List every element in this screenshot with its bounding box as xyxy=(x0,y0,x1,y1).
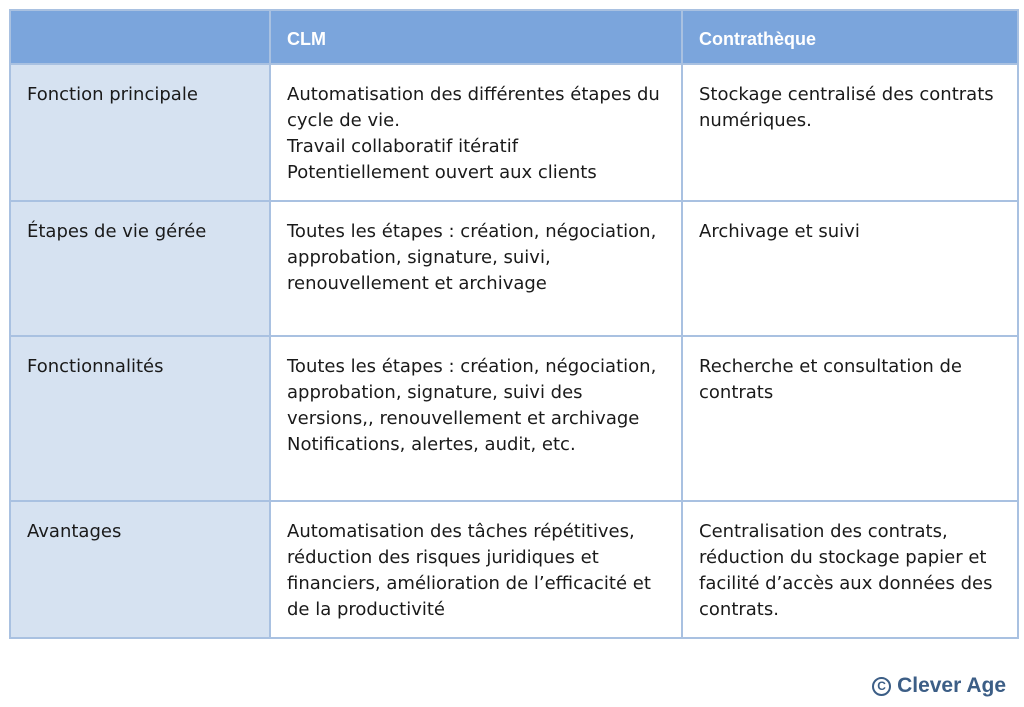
copyright-icon: C xyxy=(872,677,891,696)
cell-text: Travail collaboratif itératif xyxy=(287,136,519,157)
cell-text: Archivage et suivi xyxy=(699,221,860,242)
cell-text: Toutes les étapes : création, négociation, approbation, signature, suivi, renouvellement et archivage xyxy=(287,221,657,294)
header-empty-cell xyxy=(10,10,270,64)
row-label: Avantages xyxy=(10,501,270,638)
cell-text: Recherche et consultation de contrats xyxy=(699,356,963,403)
header-row xyxy=(10,10,1018,64)
contratheque-cell xyxy=(682,336,1018,501)
cell-text: Automatisation des tâches répétitives, réduction des risques juridiques et financiers, amélioration de l’efficacité et de la productivité xyxy=(287,521,651,620)
clm-cell xyxy=(270,64,682,201)
cell-text: Automatisation des différentes étapes du cycle de vie. xyxy=(287,84,660,131)
cell-text: Toutes les étapes : création, négociation, approbation, signature, suivi des versions,, renouvellement et archivage xyxy=(287,356,657,429)
clm-cell xyxy=(270,501,682,638)
row-label: Fonctionnalités xyxy=(10,336,270,501)
table-row xyxy=(10,201,1018,336)
contratheque-cell xyxy=(682,64,1018,201)
table-row xyxy=(10,501,1018,638)
clm-cell xyxy=(270,336,682,501)
row-label: Étapes de vie gérée xyxy=(10,201,270,336)
cell-text: Stockage centralisé des contrats numériques. xyxy=(699,84,994,131)
brand-name: Clever Age xyxy=(897,674,1006,697)
header-clm: CLM xyxy=(270,10,682,64)
contratheque-cell xyxy=(682,501,1018,638)
cell-text: Potentiellement ouvert aux clients xyxy=(287,162,597,183)
header-contratheque: Contrathèque xyxy=(682,10,1018,64)
table-header xyxy=(10,10,1018,64)
contratheque-cell xyxy=(682,201,1018,336)
cell-text: Notifications, alertes, audit, etc. xyxy=(287,434,576,455)
table-row xyxy=(10,336,1018,501)
clm-cell xyxy=(270,201,682,336)
comparison-table xyxy=(9,9,1019,639)
row-label: Fonction principale xyxy=(10,64,270,201)
table-body xyxy=(10,64,1018,638)
footer-brand xyxy=(872,674,1006,698)
cell-text: Centralisation des contrats, réduction du stockage papier et facilité d’accès aux données des contrats. xyxy=(699,521,993,620)
table-row xyxy=(10,64,1018,201)
